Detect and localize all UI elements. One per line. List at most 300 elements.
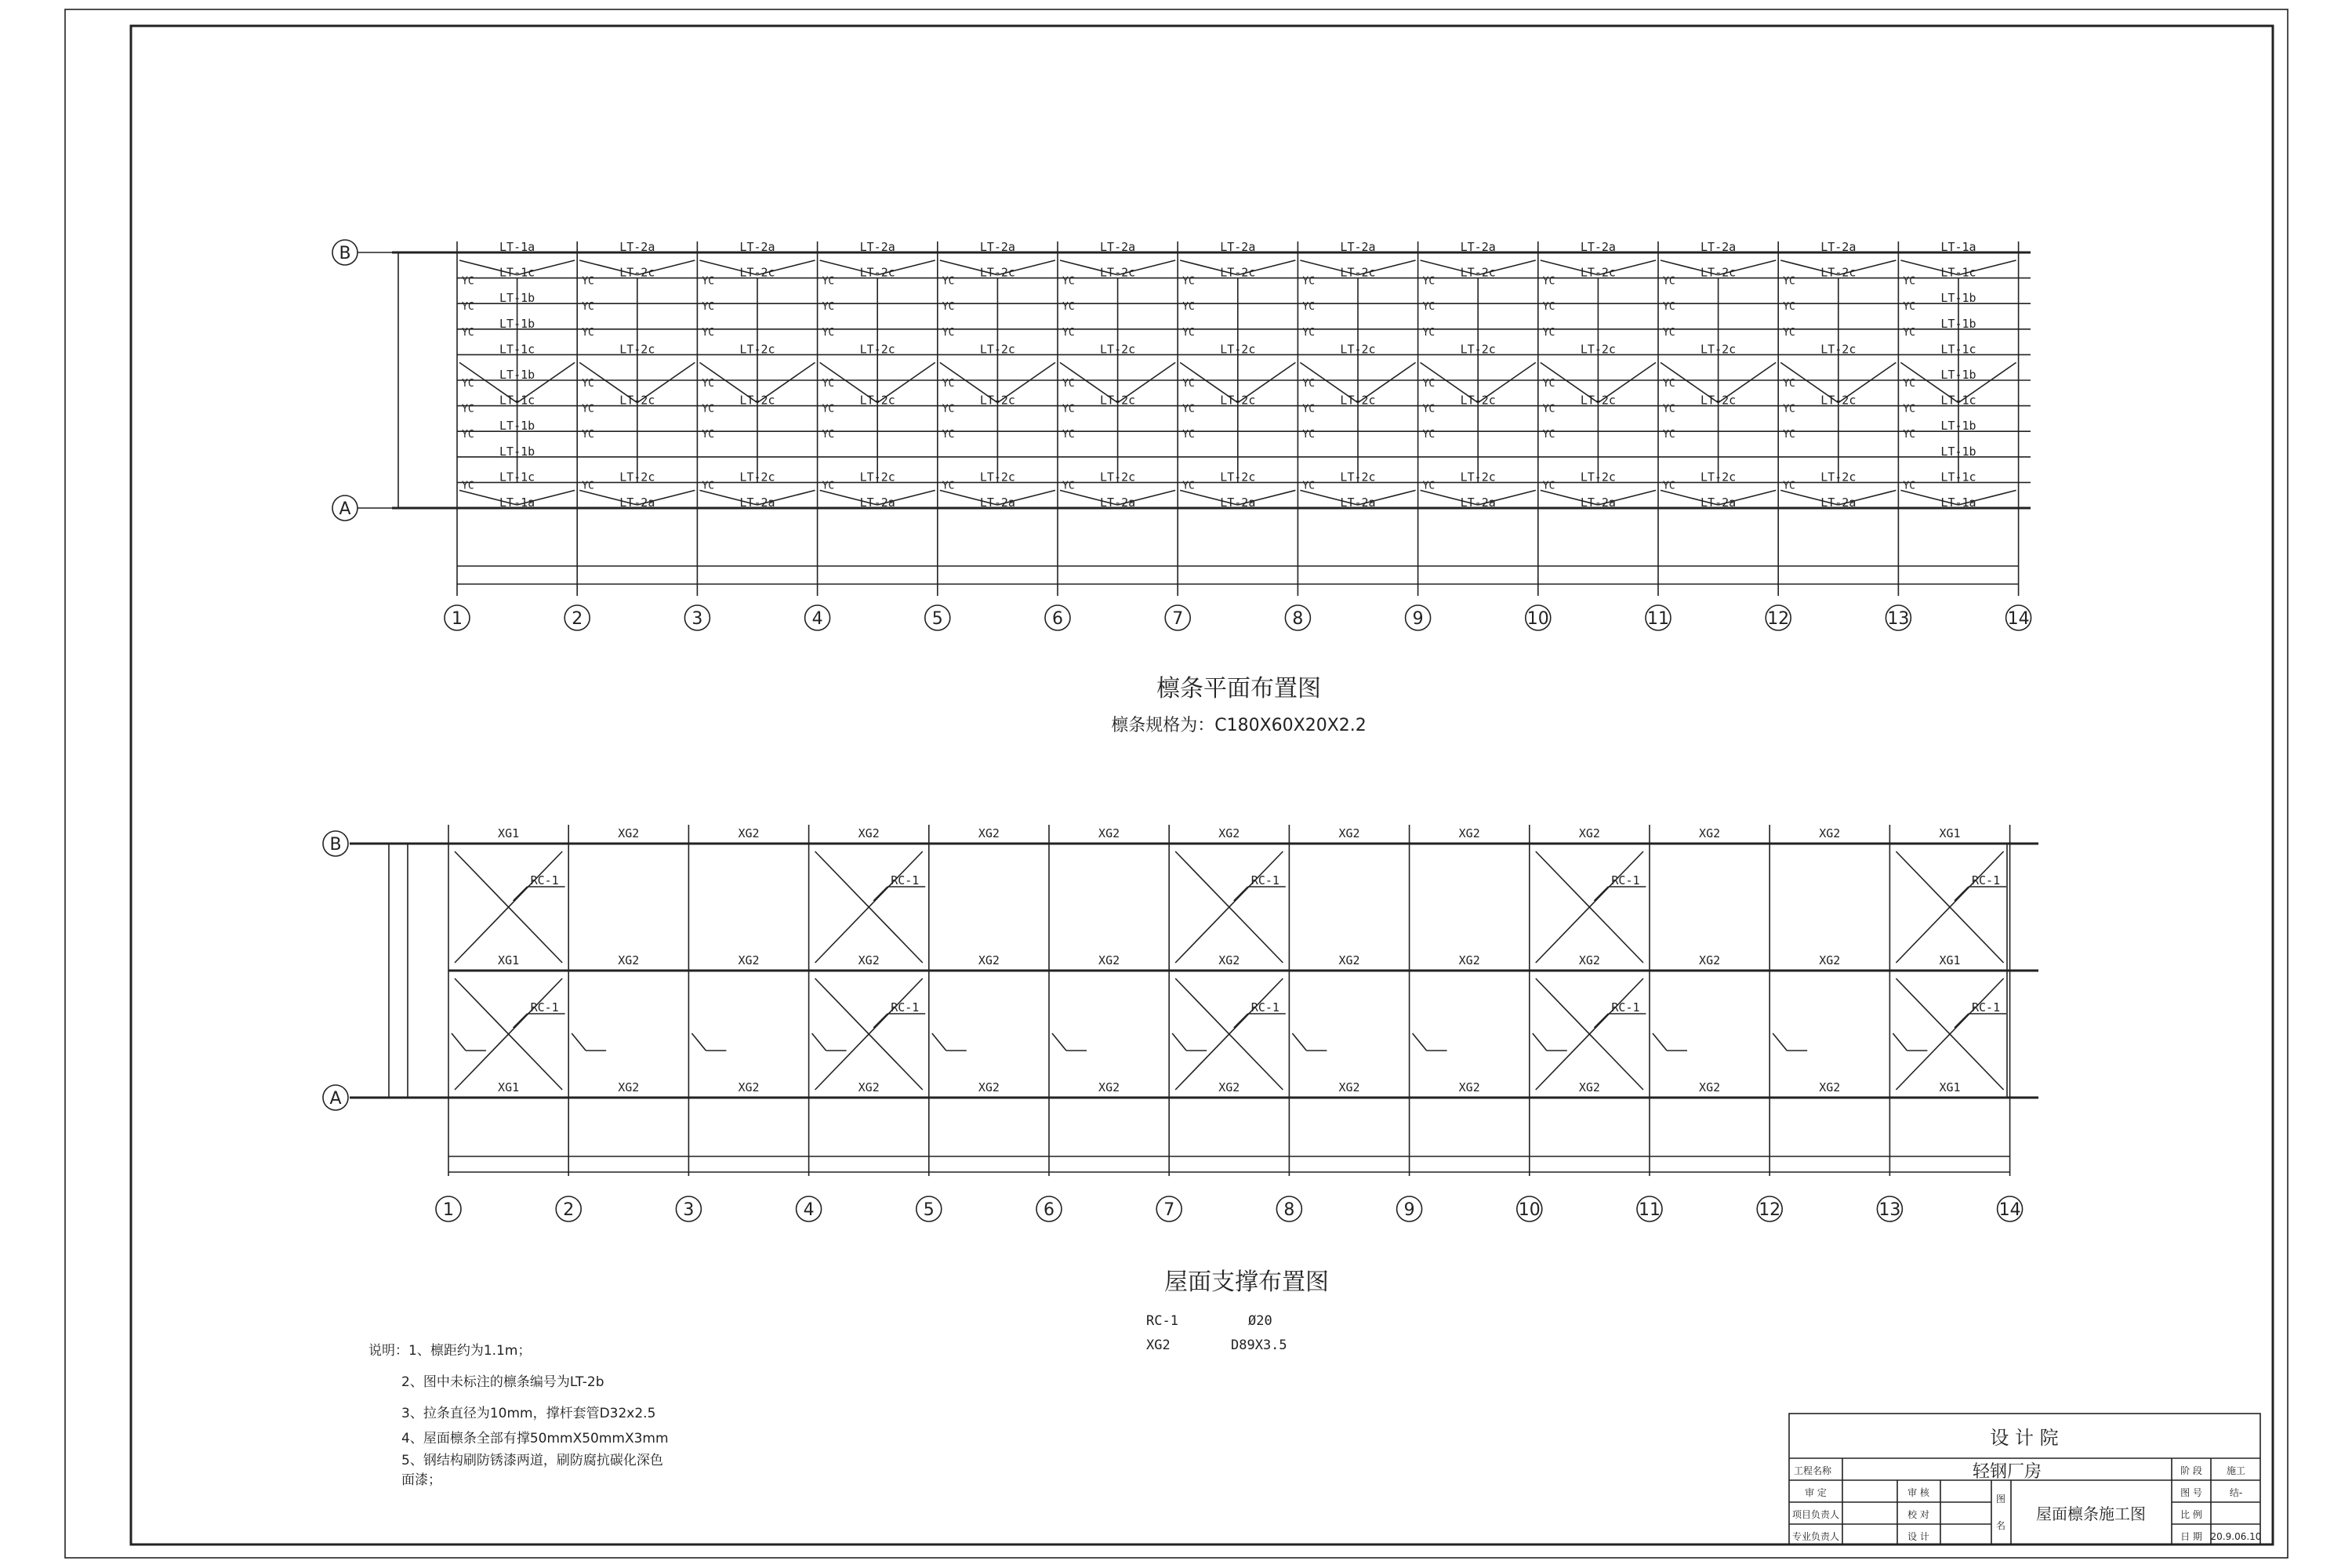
purlin-label: LT-2c <box>1820 265 1857 280</box>
purlin-label: LT-2c <box>739 342 775 357</box>
purlin-label: LT-2a <box>1820 240 1857 254</box>
yc-label: YC <box>1422 403 1436 416</box>
purlin-plan-subtitle: 檩条规格为：C180X60X20X2.2 <box>1111 716 1367 735</box>
yc-label: YC <box>1663 301 1675 314</box>
legend-spec-0: Ø20 <box>1248 1313 1272 1329</box>
beam-label: XG2 <box>618 826 640 840</box>
axis-label: 4 <box>803 1200 815 1220</box>
purlin-label: LT-1a <box>499 495 535 510</box>
purlin-label: LT-1b <box>499 444 535 459</box>
axis-label: 2 <box>563 1200 575 1220</box>
purlin-label: LT-2a <box>739 495 775 510</box>
detail-hook <box>691 1033 706 1051</box>
purlin-label: LT-2c <box>1580 393 1616 408</box>
sag-rod <box>1478 362 1536 402</box>
beam-label: XG2 <box>1098 826 1120 840</box>
purlin-label: LT-2c <box>739 470 775 485</box>
brace-leader <box>873 1014 887 1028</box>
yc-label: YC <box>1422 326 1436 339</box>
axis-label: 12 <box>1767 609 1790 629</box>
purlin-label: LT-2a <box>739 240 775 254</box>
purlin-label: LT-2a <box>979 240 1015 254</box>
detail-hook <box>1533 1033 1547 1051</box>
beam-label: XG2 <box>738 953 760 967</box>
row-label: A <box>329 1089 342 1109</box>
purlin-label: LT-2c <box>619 393 655 408</box>
beam-label: XG2 <box>618 953 640 967</box>
yc-label: YC <box>822 403 835 416</box>
beam-label: XG2 <box>978 953 1000 967</box>
brace-leader <box>1955 1014 1969 1028</box>
yc-label: YC <box>1903 480 1916 492</box>
yc-label: YC <box>702 403 715 416</box>
purlin-label: LT-1c <box>499 470 535 485</box>
purlin-label: LT-1a <box>1940 240 1976 254</box>
beam-label: XG2 <box>858 1080 880 1094</box>
brace-leader <box>1234 1014 1248 1028</box>
purlin-label: LT-2c <box>1580 470 1616 485</box>
purlin-label: LT-2a <box>1100 495 1136 510</box>
purlin-label: LT-2c <box>619 265 655 280</box>
beam-label: XG2 <box>1338 1080 1360 1094</box>
yc-label: YC <box>1542 275 1555 288</box>
beam-label: XG1 <box>1939 953 1961 967</box>
yc-label: YC <box>1062 378 1075 390</box>
note-line-1: 2、图中未标注的檩条编号为LT-2b <box>401 1374 604 1390</box>
beam-label: XG2 <box>858 826 880 840</box>
beam-label: XG2 <box>1098 953 1120 967</box>
purlin-label: LT-1c <box>1940 342 1976 357</box>
axis-label: 12 <box>1759 1200 1781 1220</box>
purlin-label: LT-2a <box>1700 240 1737 254</box>
approver-label: 审 定 <box>1805 1487 1827 1498</box>
purlin-label: LT-2c <box>1700 342 1737 357</box>
beam-label: XG2 <box>1218 1080 1240 1094</box>
beam-label: XG2 <box>1699 1080 1721 1094</box>
detail-hook <box>1172 1033 1186 1051</box>
institute-name: 设 计 院 <box>1990 1427 2059 1449</box>
purlin-label: LT-2c <box>1220 265 1256 280</box>
yc-label: YC <box>1783 301 1795 314</box>
purlin-label: LT-2c <box>979 342 1015 357</box>
yc-label: YC <box>702 326 715 339</box>
axis-label: 13 <box>1878 1200 1901 1220</box>
check-label: 校 对 <box>1907 1509 1929 1520</box>
purlin-label: LT-2a <box>1220 495 1256 510</box>
purlin-label: LT-2c <box>1580 342 1616 357</box>
brace-leader <box>1234 887 1248 901</box>
purlin-label: LT-2c <box>979 265 1015 280</box>
beam-label: XG1 <box>1939 826 1961 840</box>
yc-label: YC <box>1182 480 1195 492</box>
beam-label: XG2 <box>1578 1080 1600 1094</box>
yc-label: YC <box>1542 326 1555 339</box>
detail-hook <box>1653 1033 1667 1051</box>
purlin-label: LT-2c <box>1700 265 1737 280</box>
yc-label: YC <box>462 326 474 339</box>
date-value: 20.9.06.10 <box>2210 1531 2262 1542</box>
detail-hook <box>1413 1033 1427 1051</box>
yc-label: YC <box>1182 326 1195 339</box>
yc-label: YC <box>1903 403 1916 416</box>
yc-label: YC <box>942 480 955 492</box>
discipline-lead-label: 专业负责人 <box>1791 1531 1840 1542</box>
stage-value: 施工 <box>2226 1465 2246 1476</box>
purlin-label: LT-2a <box>1580 495 1616 510</box>
purlin-label: LT-2a <box>1460 495 1496 510</box>
yc-label: YC <box>1422 378 1436 390</box>
yc-label: YC <box>1663 378 1675 390</box>
purlin-plan-title: 檩条平面布置图 <box>1156 675 1321 702</box>
sag-rod <box>1598 362 1656 402</box>
axis-label: 6 <box>1044 1200 1054 1220</box>
purlin-label: LT-2a <box>1820 495 1857 510</box>
purlin-label: LT-2c <box>859 342 895 357</box>
brace-label: RC-1 <box>1611 1000 1640 1014</box>
beam-label: XG2 <box>1218 953 1240 967</box>
purlin-label: LT-2a <box>1220 240 1256 254</box>
purlin-label: LT-2a <box>859 240 895 254</box>
yc-label: YC <box>1422 301 1436 314</box>
beam-label: XG1 <box>498 1080 520 1094</box>
yc-label: YC <box>1302 429 1316 441</box>
yc-label: YC <box>1783 275 1795 288</box>
purlin-label: LT-1b <box>499 291 535 306</box>
purlin-label: LT-1c <box>499 342 535 357</box>
axis-label: 9 <box>1412 609 1424 629</box>
yc-label: YC <box>702 301 715 314</box>
beam-label: XG2 <box>1458 953 1480 967</box>
brace-label: RC-1 <box>1972 873 2001 887</box>
beam-label: XG2 <box>738 1080 760 1094</box>
row-label: B <box>329 835 342 855</box>
yc-label: YC <box>702 275 715 288</box>
yc-label: YC <box>1663 403 1675 416</box>
purlin-label: LT-1a <box>1940 495 1976 510</box>
sag-rod <box>877 362 935 402</box>
beam-label: XG2 <box>1338 826 1360 840</box>
yc-label: YC <box>1182 403 1195 416</box>
yc-label: YC <box>822 326 835 339</box>
sag-rod <box>997 362 1055 402</box>
yc-label: YC <box>462 403 474 416</box>
axis-label: 8 <box>1283 1200 1295 1220</box>
purlin-label: LT-2c <box>859 265 895 280</box>
material-legend <box>1146 1313 1287 1353</box>
detail-hook <box>932 1033 946 1051</box>
beam-label: XG2 <box>1819 953 1841 967</box>
designer-label: 设 计 <box>1907 1531 1929 1542</box>
yc-label: YC <box>1783 378 1795 390</box>
yc-label: YC <box>822 480 835 492</box>
yc-label: YC <box>1302 301 1316 314</box>
brace-leader <box>1594 1014 1608 1028</box>
yc-label: YC <box>1182 275 1195 288</box>
project-label: 工程名称 <box>1794 1465 1832 1476</box>
purlin-label: LT-1c <box>499 393 535 408</box>
yc-label: YC <box>1542 480 1555 492</box>
purlin-label: LT-2c <box>1460 265 1496 280</box>
purlin-label: LT-2a <box>1340 495 1376 510</box>
yc-label: YC <box>1903 429 1916 441</box>
yc-label: YC <box>1302 403 1316 416</box>
purlin-label: LT-2c <box>1460 342 1496 357</box>
brace-label: RC-1 <box>1972 1000 2001 1014</box>
sag-rod <box>1719 362 1777 402</box>
purlin-label: LT-2a <box>619 495 655 510</box>
yc-label: YC <box>822 301 835 314</box>
purlin-label: LT-1c <box>1940 470 1976 485</box>
purlin-label: LT-2c <box>1340 393 1376 408</box>
beam-label: XG1 <box>498 953 520 967</box>
beam-label: XG1 <box>1939 1080 1961 1094</box>
beam-label: XG2 <box>858 953 880 967</box>
beam-label: XG2 <box>1098 1080 1120 1094</box>
yc-label: YC <box>582 429 594 441</box>
bracing-plan-title: 屋面支撑布置图 <box>1164 1269 1329 1296</box>
general-notes <box>368 1343 669 1488</box>
beam-label: XG1 <box>498 826 520 840</box>
yc-label: YC <box>1062 275 1075 288</box>
brace-label: RC-1 <box>530 1000 559 1014</box>
title-block <box>1789 1414 2261 1544</box>
yc-label: YC <box>1663 429 1675 441</box>
yc-label: YC <box>1302 378 1316 390</box>
axis-label: 5 <box>931 609 943 629</box>
beam-label: XG2 <box>1218 826 1240 840</box>
detail-hook <box>1052 1033 1066 1051</box>
brace-label: RC-1 <box>530 873 559 887</box>
sag-rod <box>637 362 695 402</box>
legend-spec-1: D89X3.5 <box>1231 1338 1287 1353</box>
beam-label: XG2 <box>1819 1080 1841 1094</box>
yc-label: YC <box>1062 326 1075 339</box>
yc-label: YC <box>942 403 955 416</box>
yc-label: YC <box>1783 326 1795 339</box>
purlin-label: LT-2a <box>1100 240 1136 254</box>
beam-label: XG2 <box>1699 953 1721 967</box>
detail-hook <box>572 1033 586 1051</box>
beam-label: XG2 <box>1338 953 1360 967</box>
purlin-label: LT-2c <box>1100 265 1136 280</box>
yc-label: YC <box>1663 326 1675 339</box>
yc-label: YC <box>462 301 474 314</box>
yc-label: YC <box>1903 326 1916 339</box>
axis-label: 3 <box>691 609 703 629</box>
brace-leader <box>1955 887 1969 901</box>
yc-label: YC <box>582 480 594 492</box>
axis-label: 1 <box>452 609 463 629</box>
drawing-no-value: 结- <box>2229 1487 2243 1498</box>
yc-label: YC <box>1182 378 1195 390</box>
yc-label: YC <box>942 275 955 288</box>
purlin-label: LT-2c <box>619 342 655 357</box>
beam-label: XG2 <box>978 826 1000 840</box>
yc-label: YC <box>822 275 835 288</box>
axis-label: 7 <box>1163 1200 1175 1220</box>
note-line-0: 说明：1、檩距约为1.1m； <box>368 1343 532 1359</box>
yc-label: YC <box>1542 403 1555 416</box>
yc-label: YC <box>702 480 715 492</box>
yc-label: YC <box>462 275 474 288</box>
purlin-label: LT-2c <box>859 470 895 485</box>
roof-bracing-plan <box>323 825 2038 1221</box>
yc-label: YC <box>582 326 594 339</box>
yc-label: YC <box>582 403 594 416</box>
yc-label: YC <box>1783 403 1795 416</box>
purlin-label: LT-2a <box>859 495 895 510</box>
yc-label: YC <box>1302 326 1316 339</box>
yc-label: YC <box>822 378 835 390</box>
sag-rod <box>1358 362 1416 402</box>
axis-label: 14 <box>1998 1200 2021 1220</box>
scale-label: 比 例 <box>2180 1509 2202 1520</box>
axis-label: 13 <box>1887 609 1910 629</box>
purlin-label: LT-1b <box>1940 291 1976 306</box>
yc-label: YC <box>1422 429 1436 441</box>
yc-label: YC <box>942 429 955 441</box>
stage-label: 阶 段 <box>2180 1465 2202 1476</box>
axis-label: 7 <box>1172 609 1184 629</box>
beam-label: XG2 <box>978 1080 1000 1094</box>
axis-label: 11 <box>1647 609 1669 629</box>
yc-label: YC <box>1062 301 1075 314</box>
axis-label: 10 <box>1518 1200 1541 1220</box>
brace-label: RC-1 <box>1250 873 1279 887</box>
beam-label: XG2 <box>1578 953 1600 967</box>
purlin-label: LT-2c <box>1460 393 1496 408</box>
purlin-label: LT-2c <box>979 470 1015 485</box>
yc-label: YC <box>1663 480 1675 492</box>
yc-label: YC <box>1302 275 1316 288</box>
yc-label: YC <box>1422 275 1436 288</box>
axis-label: 6 <box>1052 609 1063 629</box>
axis-label: 4 <box>811 609 823 629</box>
beam-label: XG2 <box>618 1080 640 1094</box>
yc-label: YC <box>1783 429 1795 441</box>
beam-label: XG2 <box>1819 826 1841 840</box>
detail-hook <box>812 1033 826 1051</box>
purlin-label: LT-1b <box>499 368 535 382</box>
sag-rod <box>1838 362 1896 402</box>
purlin-label: LT-2c <box>739 265 775 280</box>
yc-label: YC <box>1783 480 1795 492</box>
row-label: B <box>339 244 351 263</box>
yc-label: YC <box>582 378 594 390</box>
sag-rod <box>757 362 815 402</box>
yc-label: YC <box>1422 480 1436 492</box>
review-label: 审 核 <box>1907 1487 1929 1498</box>
project-name: 轻钢厂房 <box>1972 1462 2042 1482</box>
purlin-label: LT-2c <box>739 393 775 408</box>
axis-label: 14 <box>2007 609 2030 629</box>
legend-code-1: XG2 <box>1146 1338 1171 1353</box>
yc-label: YC <box>1542 378 1555 390</box>
axis-label: 11 <box>1639 1200 1661 1220</box>
yc-label: YC <box>1062 403 1075 416</box>
purlin-label: LT-2c <box>1700 393 1737 408</box>
note-line-3: 4、屋面檩条全部有撑50mmX50mmX3mm <box>401 1431 669 1446</box>
yc-label: YC <box>462 378 474 390</box>
purlin-label: LT-1b <box>499 419 535 434</box>
yc-label: YC <box>1542 429 1555 441</box>
beam-label: XG2 <box>1458 1080 1480 1094</box>
yc-label: YC <box>942 326 955 339</box>
yc-label: YC <box>1663 275 1675 288</box>
yc-label: YC <box>1062 429 1075 441</box>
purlin-label: LT-2c <box>1220 393 1256 408</box>
purlin-label: LT-1b <box>1940 444 1976 459</box>
purlin-label: LT-2a <box>619 240 655 254</box>
yc-label: YC <box>1062 480 1075 492</box>
yc-label: YC <box>582 301 594 314</box>
detail-hook <box>1292 1033 1306 1051</box>
axis-label: 9 <box>1403 1200 1415 1220</box>
brace-label: RC-1 <box>1611 873 1640 887</box>
note-line-2: 3、拉条直径为10mm，撑杆套管D32x2.5 <box>401 1406 656 1421</box>
purlin-label: LT-2c <box>1100 470 1136 485</box>
purlin-label: LT-2a <box>1460 240 1496 254</box>
purlin-label: LT-2c <box>1820 393 1857 408</box>
purlin-label: LT-1b <box>1940 316 1976 331</box>
purlin-label: LT-2c <box>1580 265 1616 280</box>
yc-label: YC <box>942 301 955 314</box>
yc-label: YC <box>462 480 474 492</box>
beam-label: XG2 <box>1699 826 1721 840</box>
axis-label: 5 <box>923 1200 935 1220</box>
brace-leader <box>514 887 528 901</box>
purlin-label: LT-2a <box>1340 240 1376 254</box>
yc-label: YC <box>822 429 835 441</box>
detail-hook <box>1773 1033 1787 1051</box>
axis-label: 3 <box>683 1200 695 1220</box>
purlin-label: LT-2c <box>979 393 1015 408</box>
sag-rod <box>1118 362 1176 402</box>
purlin-label: LT-2c <box>1220 342 1256 357</box>
yc-label: YC <box>702 429 715 441</box>
purlin-label: LT-2c <box>1700 470 1737 485</box>
yc-label: YC <box>1903 275 1916 288</box>
legend-code-0: RC-1 <box>1146 1313 1178 1329</box>
purlin-label: LT-2c <box>1340 470 1376 485</box>
purlin-label: LT-1a <box>499 240 535 254</box>
beam-label: XG2 <box>1578 826 1600 840</box>
purlin-label: LT-1c <box>1940 393 1976 408</box>
purlin-label: LT-2a <box>1580 240 1616 254</box>
purlin-label: LT-2a <box>1700 495 1737 510</box>
yc-label: YC <box>1302 480 1316 492</box>
yc-label: YC <box>1182 429 1195 441</box>
yc-label: YC <box>942 378 955 390</box>
beam-label: XG2 <box>738 826 760 840</box>
purlin-label: LT-2a <box>979 495 1015 510</box>
drawing-name-label-2: 名 <box>1995 1520 2006 1531</box>
note-line-4: 5、钢结构刷防锈漆两道，刷防腐抗碳化深色 <box>401 1453 663 1468</box>
axis-label: 2 <box>572 609 583 629</box>
brace-label: RC-1 <box>1250 1000 1279 1014</box>
detail-hook <box>452 1033 466 1051</box>
drawing-title: 屋面檩条施工图 <box>2036 1504 2146 1523</box>
purlin-label: LT-1b <box>1940 419 1976 434</box>
row-label: A <box>339 499 351 519</box>
brace-label: RC-1 <box>891 1000 920 1014</box>
drawing-no-label: 图 号 <box>2180 1487 2202 1498</box>
yc-label: YC <box>1542 301 1555 314</box>
purlin-label: LT-2c <box>1340 265 1376 280</box>
detail-hook <box>1893 1033 1907 1051</box>
yc-label: YC <box>1903 378 1916 390</box>
purlin-plan <box>332 240 2031 630</box>
